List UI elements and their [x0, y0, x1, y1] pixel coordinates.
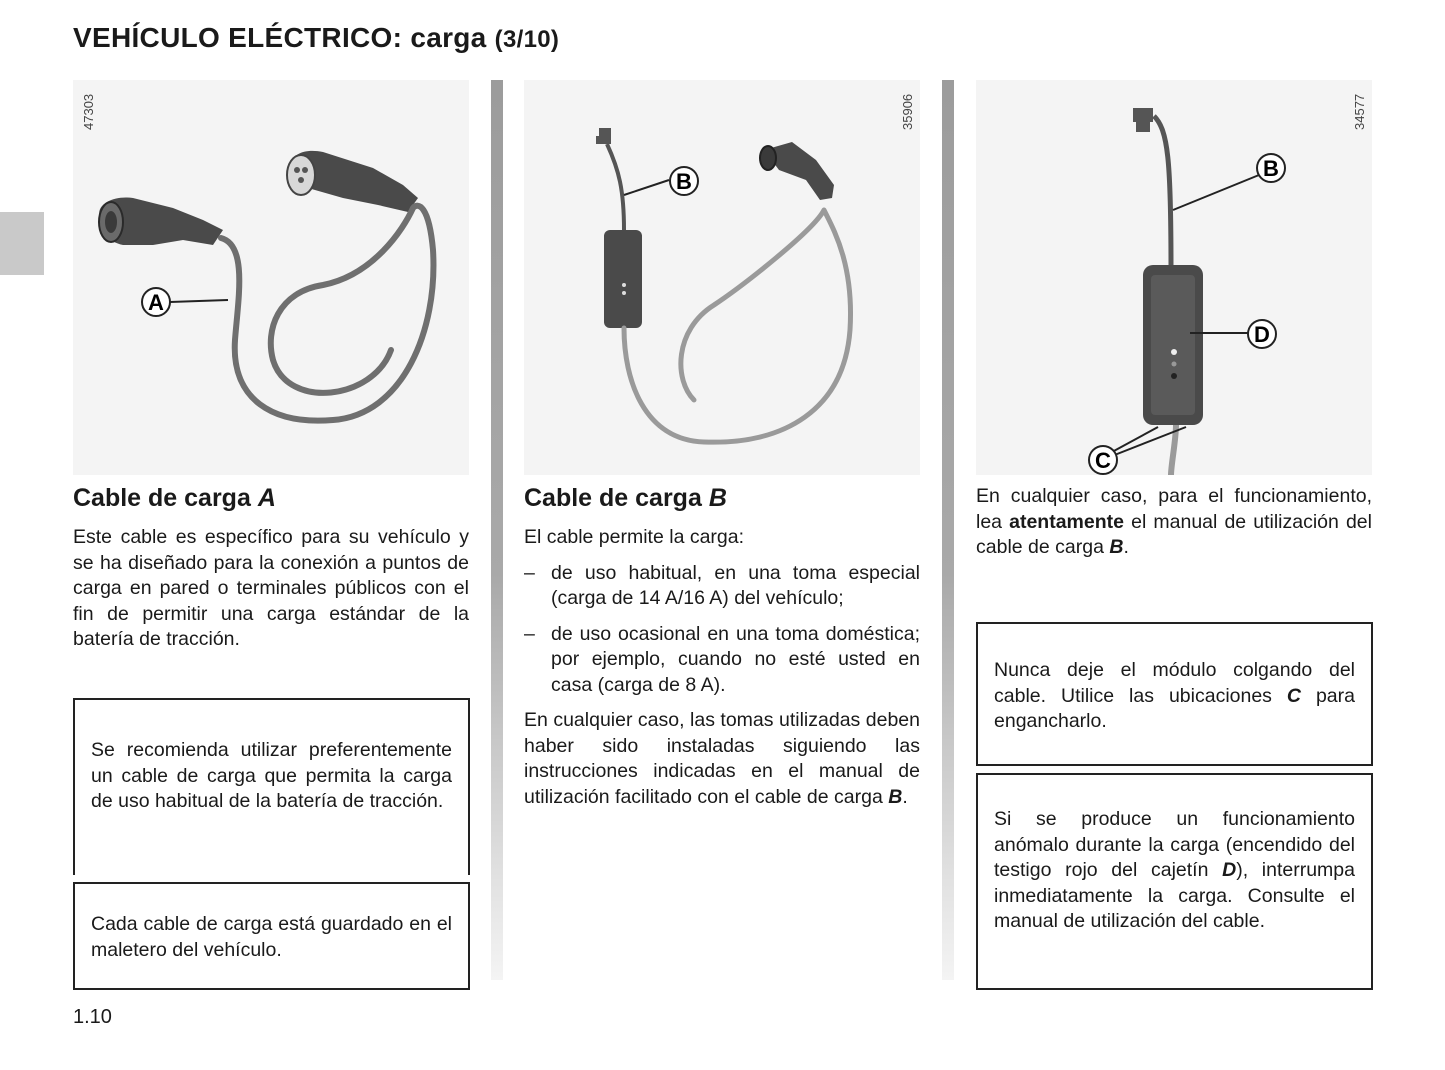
figure-code: 34577	[1352, 93, 1367, 130]
note-box-module: Nunca deje el módulo colgando del cable. Utilice las ubicaciones C para engancharlo.	[976, 622, 1373, 766]
heading-cable-a: Cable de carga A	[73, 484, 276, 512]
column-divider-2	[942, 80, 954, 980]
installation-paragraph: En cualquier caso, las tomas utilizadas deben haber sido instaladas siguiendo las instrucciones indicadas en el manual de utilización facilitado con el cable de carga B.	[524, 709, 920, 808]
connector-left	[99, 197, 223, 245]
title-page-indicator: (3/10)	[494, 26, 560, 53]
wall-plug	[596, 128, 611, 144]
note-box-malfunction: Si se produce un funcionamiento anómalo durante la carga (encendido del testigo rojo del cajetín D), interrumpa inmediatamente la carga. Consulte el manual de utilización del cable.	[976, 773, 1373, 990]
callout-d-label: D	[1254, 322, 1270, 347]
callout-c-label: C	[1095, 448, 1111, 473]
control-module-large	[1143, 265, 1203, 425]
body-cable-a: Este cable es específico para su vehículo y se ha diseñado para la conexión a puntos de carga en pared o terminales públicos con el fin de permitir una carga estándar de la batería de tracción.	[73, 526, 469, 650]
figure-module	[976, 80, 1372, 475]
body-manual-note: En cualquier caso, para el funcionamiento, lea atentamente el manual de utilización del cable de carga B.	[976, 485, 1372, 558]
page-title	[73, 22, 559, 54]
control-module	[604, 230, 642, 328]
figure-cable-b	[524, 80, 920, 475]
note-box-storage: Cada cable de carga está guardado en el maletero del vehículo.	[73, 882, 470, 990]
figure-code: 35906	[900, 93, 915, 130]
callout-b-label: B	[1263, 156, 1279, 181]
figure-code: 47303	[81, 93, 96, 130]
wall-plug	[1133, 108, 1153, 132]
note-box-recommend: Se recomienda utilizar preferentemente un cable de carga que permita la carga de uso habitual de la batería de tracción.	[73, 698, 470, 875]
list-item: – de uso ocasional en una toma doméstica; por ejemplo, cuando no esté usted en casa (carga de 8 A).	[524, 622, 920, 696]
cable-a	[221, 206, 433, 421]
figure-cable-a	[73, 80, 469, 475]
callout-b-label: B	[676, 169, 692, 194]
title-main: VEHÍCULO ELÉCTRICO: carga	[73, 22, 487, 53]
cable-b-illustration	[524, 80, 920, 475]
heading-cable-b: Cable de carga B	[524, 484, 727, 512]
page-number: 1.10	[73, 1006, 112, 1028]
callout-a-label: A	[148, 290, 164, 315]
section-tab	[0, 212, 44, 275]
cable-a-illustration	[73, 80, 469, 475]
body-cable-b: El cable permite la carga: – de uso habitual, en una toma especial (carga de 14 A/16 A) del vehículo; – de uso ocasional en una toma doméstica; por ejemplo, cuando no esté usted en casa (carga de 8 A). En cualquier caso, las tomas utilizadas deben haber sido instaladas siguiendo las instrucciones indicadas en el manual de utilización facilitado con el cable de carga B.	[524, 525, 920, 810]
connector-right	[287, 151, 418, 212]
vehicle-connector	[760, 142, 834, 200]
column-divider-1	[491, 80, 503, 980]
module-illustration	[976, 80, 1372, 475]
list-item: – de uso habitual, en una toma especial (carga de 14 A/16 A) del vehículo;	[524, 561, 920, 609]
